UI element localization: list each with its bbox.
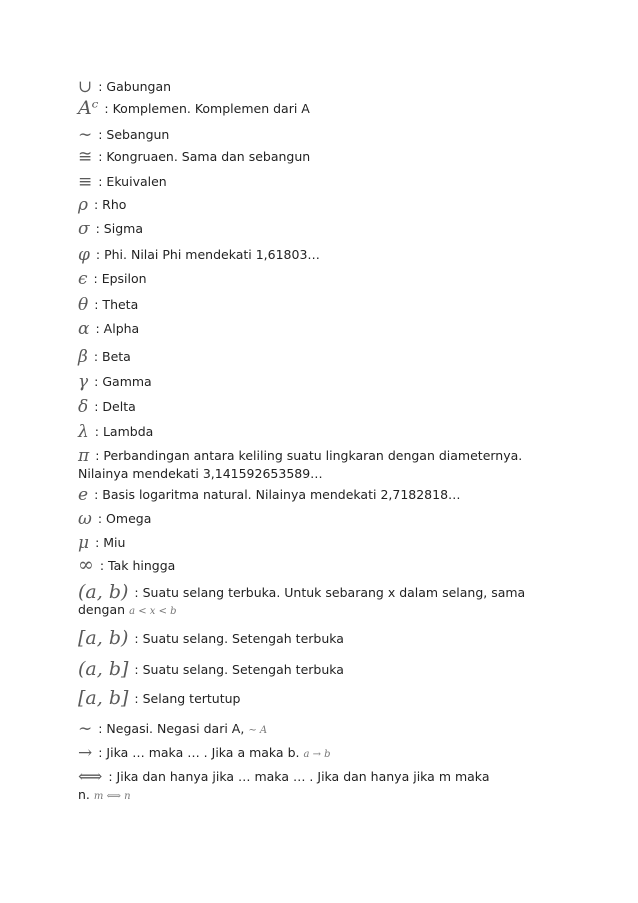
omega-symbol: ω [78, 509, 92, 529]
entry-omega [78, 510, 558, 528]
entry-text: : Alpha [95, 321, 140, 336]
entry-beta [78, 348, 558, 366]
gamma-symbol: γ [78, 372, 89, 392]
entry-sigma [78, 220, 558, 238]
entry-lambda [78, 423, 558, 441]
union-symbol: ∪ [78, 77, 93, 97]
entry-text: : Perbandingan antara keliling suatu lingkaran dengan diameternya. [95, 448, 523, 463]
inline-formula: ∼ A [248, 725, 268, 736]
half-open-interval-symbol: (a, b] [78, 658, 129, 680]
entry-rho [78, 196, 558, 214]
phi-symbol: φ [78, 245, 90, 265]
entry-text: : Gamma [94, 374, 152, 389]
entry-text: : Jika dan hanya jika … maka … . Jika dan hanya jika m maka [108, 769, 490, 784]
entry-closed-interval [78, 687, 558, 709]
open-interval-symbol: (a, b) [78, 581, 129, 603]
inline-formula: a → b [303, 749, 331, 760]
inline-formula: a < x < b [129, 606, 177, 617]
entry-gamma [78, 373, 558, 391]
entry-text: : Lambda [94, 424, 154, 439]
epsilon-symbol: ϵ [78, 269, 88, 289]
entry-complement [78, 97, 558, 119]
entry-pi [78, 447, 558, 482]
entry-text: : Sebangun [98, 127, 170, 142]
mu-symbol: μ [78, 533, 90, 553]
entry-implication [78, 744, 558, 763]
entry-text-continued: Nilainya mendekati 3,141592653589… [78, 466, 323, 481]
theta-symbol: θ [78, 295, 89, 315]
entry-text: : Phi. Nilai Phi mendekati 1,61803… [95, 247, 320, 262]
complement-symbol: Aᶜ [78, 97, 99, 119]
entry-text: : Sigma [95, 221, 143, 236]
entry-phi [78, 246, 558, 264]
entry-text: : Tak hingga [99, 558, 176, 573]
entry-text: : Epsilon [93, 271, 147, 286]
entry-biconditional [78, 768, 558, 805]
entry-negation [78, 720, 558, 739]
entry-text: : Delta [94, 399, 136, 414]
entry-mu [78, 534, 558, 552]
closed-interval-symbol: [a, b] [78, 687, 129, 709]
entry-text: : Rho [94, 197, 127, 212]
similar-symbol: ∼ [78, 125, 93, 145]
entry-text: : Suatu selang. Setengah terbuka [134, 631, 344, 646]
rho-symbol: ρ [78, 195, 88, 215]
entry-text-continued: dengan [78, 602, 126, 617]
entry-similar [78, 126, 558, 144]
half-open-interval-symbol: [a, b) [78, 627, 129, 649]
equivalent-symbol: ≡ [78, 172, 93, 192]
pi-symbol: π [78, 446, 90, 466]
entry-epsilon [78, 270, 558, 288]
delta-symbol: δ [78, 397, 89, 417]
inline-formula: m ⟺ n [93, 791, 131, 802]
double-arrow-icon: ⟺ [78, 767, 103, 787]
entry-text: : Komplemen. Komplemen dari A [104, 101, 310, 116]
entry-equivalent [78, 173, 558, 191]
entry-euler [78, 486, 558, 504]
entry-text: : Jika … maka … . Jika a maka b. [98, 745, 300, 760]
infinity-symbol: ∞ [78, 554, 94, 576]
e-symbol: e [78, 485, 89, 505]
entry-congruent [78, 148, 558, 166]
entry-text: : Basis logaritma natural. Nilainya mendekati 2,7182818… [94, 487, 461, 502]
entry-text: : Omega [97, 511, 152, 526]
entry-alpha [78, 320, 558, 338]
entry-half-open-right [78, 658, 558, 680]
alpha-symbol: α [78, 319, 90, 339]
entry-text: : Kongruaen. Sama dan sebangun [98, 149, 311, 164]
entry-union [78, 78, 558, 96]
lambda-symbol: λ [78, 422, 89, 442]
entry-text: : Ekuivalen [98, 174, 167, 189]
entry-text-continued: n. [78, 787, 90, 802]
entry-open-interval [78, 581, 558, 620]
beta-symbol: β [78, 347, 88, 367]
entry-theta [78, 296, 558, 314]
entry-text: : Gabungan [98, 79, 172, 94]
negation-symbol: ∼ [78, 719, 93, 739]
congruent-symbol: ≅ [78, 147, 93, 167]
entry-delta [78, 398, 558, 416]
entry-text: : Suatu selang. Setengah terbuka [134, 662, 344, 677]
entry-half-open-left [78, 627, 558, 649]
entry-infinity [78, 554, 558, 576]
entry-text: : Miu [95, 535, 126, 550]
entry-text: : Negasi. Negasi dari A, [98, 721, 245, 736]
arrow-right-icon: → [78, 743, 93, 763]
entry-text: : Beta [93, 349, 131, 364]
entry-text: : Selang tertutup [134, 691, 241, 706]
entry-text: : Theta [94, 297, 139, 312]
sigma-symbol: σ [78, 219, 90, 239]
entry-text: : Suatu selang terbuka. Untuk sebarang x dalam selang, sama [134, 585, 526, 600]
